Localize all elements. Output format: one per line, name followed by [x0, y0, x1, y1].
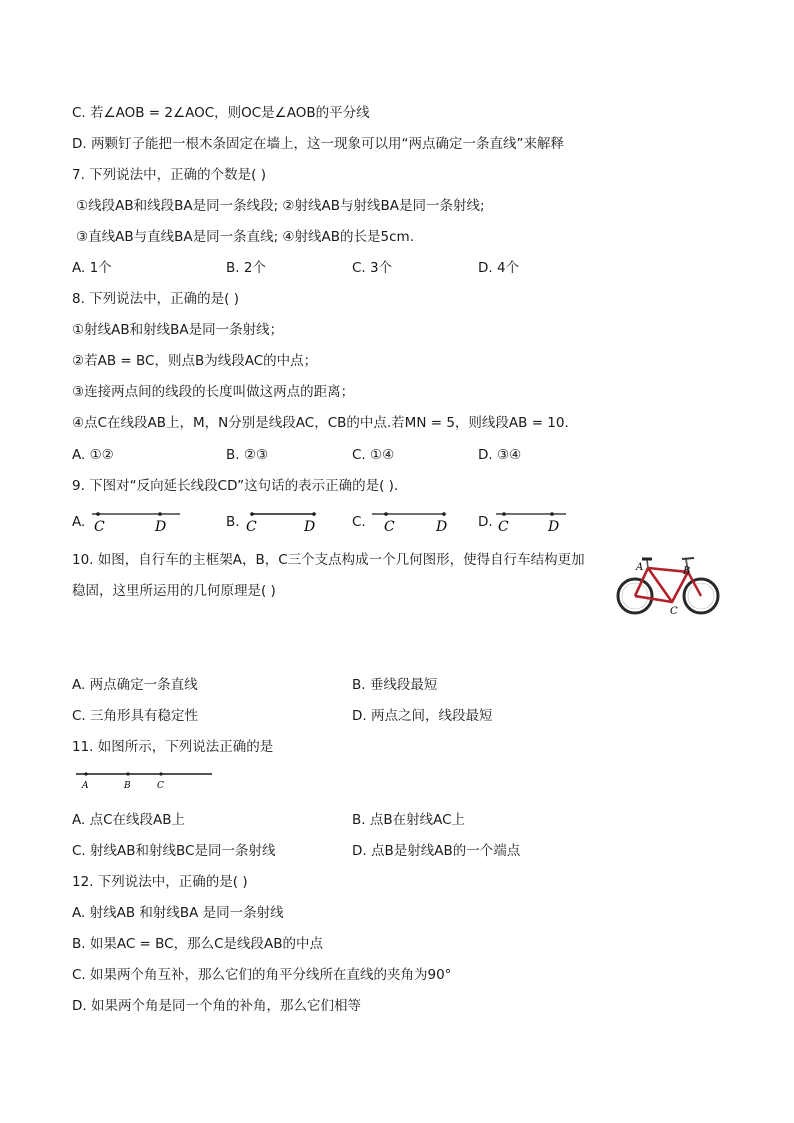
- point-a-label: A: [636, 562, 644, 573]
- point-c-label: C: [246, 519, 257, 534]
- q9-option-a-label: A.: [72, 514, 86, 530]
- q8-statement-2: ②若AB = BC，则点B为线段AC的中点；: [72, 353, 318, 369]
- q7-statement-2: ③直线AB与直线BA是同一条直线; ④射线AB的长是5cm.: [76, 229, 414, 245]
- q6-option-d: D. 两颗钉子能把一根木条固定在墙上，这一现象可以用“两点确定一条直线”来解释: [72, 136, 564, 152]
- q8-statement-3: ③连接两点间的线段的长度叫做这两点的距离；: [72, 384, 355, 400]
- point-d-label: D: [436, 519, 448, 534]
- q9-figure-d: [492, 506, 582, 534]
- q8-option-c: C. ①④: [352, 447, 395, 463]
- q11-option-d: D. 点B是射线AB的一个端点: [352, 843, 521, 859]
- q8-statement-1: ①射线AB和射线BA是同一条射线；: [72, 322, 284, 338]
- q7-option-c: C. 3个: [352, 260, 393, 276]
- point-d-label: D: [548, 519, 560, 534]
- q11-option-a: A. 点C在线段AB上: [72, 812, 186, 828]
- point-a-label: A: [82, 781, 89, 791]
- point-c-label: C: [94, 519, 105, 534]
- point-b-label: B: [683, 566, 691, 577]
- q8-option-d: D. ③④: [478, 447, 522, 463]
- q12-stem: 12. 下列说法中，正确的是( ): [72, 874, 248, 890]
- q7-stem: 7. 下列说法中，正确的个数是( ): [72, 167, 266, 183]
- q11-option-c: C. 射线AB和射线BC是同一条射线: [72, 843, 276, 859]
- q11-option-b: B. 点B在射线AC上: [352, 812, 466, 828]
- q10-stem-line-2: 稳固，这里所运用的几何原理是( ): [72, 583, 276, 599]
- point-d-label: D: [155, 519, 167, 534]
- q9-figure-b: [240, 506, 330, 534]
- q12-option-a: A. 射线AB 和射线BA 是同一条射线: [72, 905, 284, 921]
- q10-option-d: D. 两点之间，线段最短: [352, 708, 493, 724]
- q9-stem: 9. 下图对“反向延长线段CD”这句话的表示正确的是( ).: [72, 478, 399, 494]
- q11-figure: [74, 768, 216, 794]
- q7-option-b: B. 2个: [226, 260, 266, 276]
- q10-option-c: C. 三角形具有稳定性: [72, 708, 199, 724]
- q9-figure-a: [86, 506, 186, 534]
- point-d-label: D: [304, 519, 316, 534]
- point-c-label: C: [498, 519, 509, 534]
- point-c-label: C: [670, 606, 678, 617]
- q6-option-c: C. 若∠AOB = 2∠AOC，则OC是∠AOB的平分线: [72, 105, 370, 121]
- q10-option-a: A. 两点确定一条直线: [72, 677, 198, 693]
- bicycle-figure: [612, 550, 724, 620]
- point-c-label: C: [384, 519, 395, 534]
- q8-statement-4: ④点C在线段AB上，M，N分别是线段AC，CB的中点.若MN = 5，则线段AB = 10.: [72, 415, 569, 431]
- q7-option-d: D. 4个: [478, 260, 520, 276]
- q10-option-b: B. 垂线段最短: [352, 677, 438, 693]
- q12-option-c: C. 如果两个角互补，那么它们的角平分线所在直线的夹角为90°: [72, 967, 452, 983]
- point-b-label: B: [124, 781, 131, 791]
- q12-option-b: B. 如果AC = BC，那么C是线段AB的中点: [72, 936, 324, 952]
- q9-option-b-label: B.: [226, 514, 240, 530]
- q12-option-d: D. 如果两个角是同一个角的补角，那么它们相等: [72, 998, 361, 1014]
- q10-stem-line-1: 10. 如图，自行车的主框架A，B，C三个支点构成一个几何图形，使得自行车结构更加: [72, 552, 585, 568]
- q9-option-c-label: C.: [352, 514, 366, 530]
- q9-option-d-label: D.: [478, 514, 493, 530]
- q8-option-b: B. ②③: [226, 447, 269, 463]
- q7-option-a: A. 1个: [72, 260, 112, 276]
- q8-option-a: A. ①②: [72, 447, 114, 463]
- q7-statement-1: ①线段AB和线段BA是同一条线段; ②射线AB与射线BA是同一条射线;: [76, 198, 485, 214]
- point-c-label: C: [157, 781, 164, 791]
- q9-figure-c: [368, 506, 458, 534]
- q8-stem: 8. 下列说法中，正确的是( ): [72, 291, 239, 307]
- q11-stem: 11. 如图所示，下列说法正确的是: [72, 739, 274, 755]
